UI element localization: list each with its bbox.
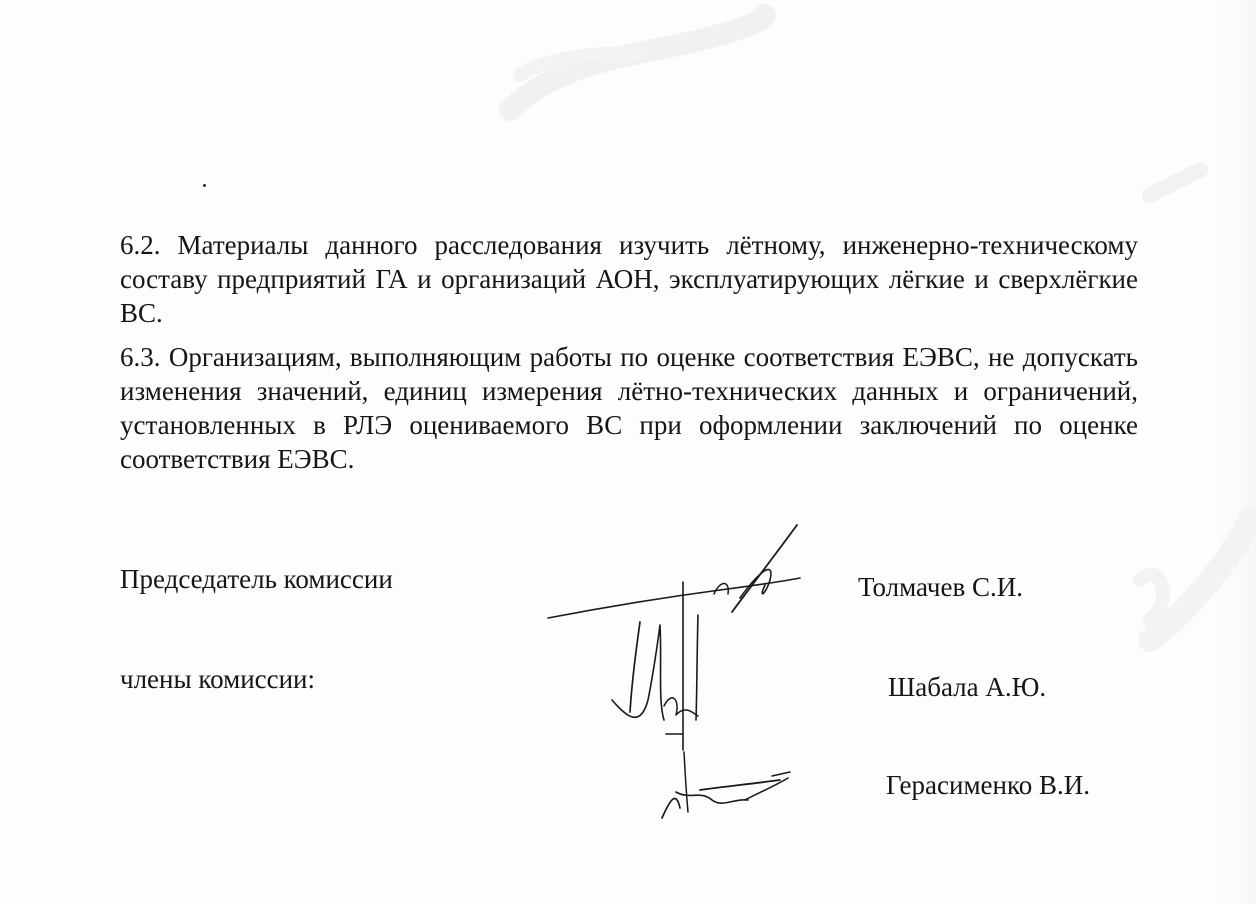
signatory-name-chair: Толмачев С.И.	[858, 572, 1023, 602]
paragraph-6-2: 6.2. Материалы данного расследования изучить лётному, инженерно-техническому составу предприятий ГА и организаций АОН, эксплуатирующих лёгкие и сверхлёгкие ВС.	[120, 230, 1138, 328]
signatory-name-member-1: Шабала А.Ю.	[888, 672, 1047, 702]
paragraph-6-3: 6.3. Организациям, выполняющим работы по оценке соответствия ЕЭВС, не допускать изменения значений, единиц измерения лётно-технических данных и ограничений, установленных в РЛЭ оцениваемого ВС при оформлении заключений по оценке соответствия ЕЭВС.	[120, 342, 1138, 474]
members-label: члены комиссии:	[120, 664, 316, 694]
scan-speck	[203, 184, 206, 187]
chair-label: Председатель комиссии	[120, 564, 393, 594]
signatory-name-member-2: Герасименко В.И.	[886, 770, 1090, 800]
